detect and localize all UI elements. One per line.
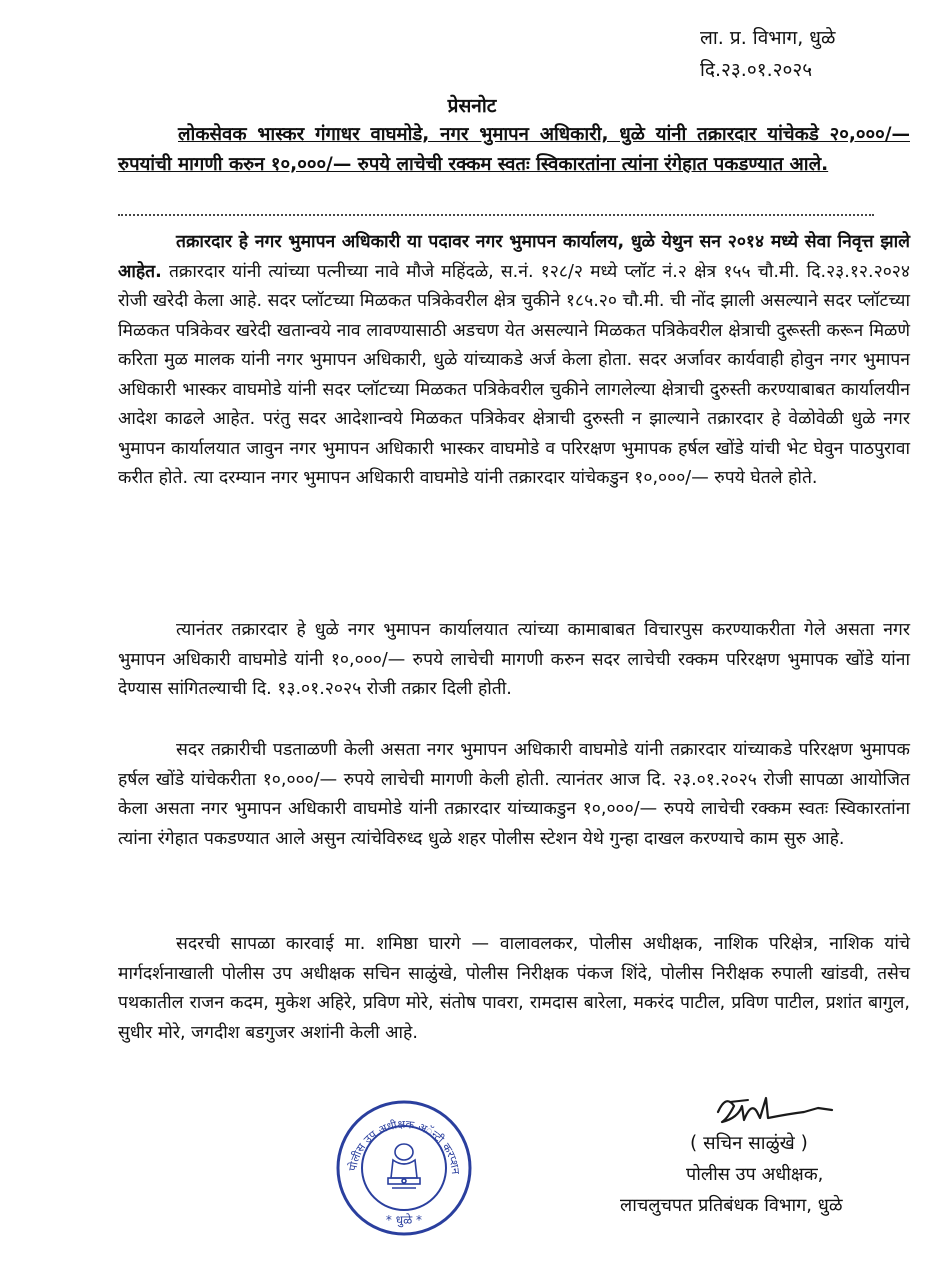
header-office: ला. प्र. विभाग, धुळे bbox=[700, 27, 836, 49]
paragraph-1-body: तक्रारदार यांनी त्यांच्या पत्नीच्या नावे मौजे महिंदळे, स.नं. १२८/२ मध्ये प्लॉट नं.२ क्षेत्र १५५ चौ.मी. दि.२३.१२.२०२४ रोजी खरेदी केला आहे. सदर प्लॉटच्या मिळकत पत्रिकेवरील क्षेत्र चुकीने १८५.२० चौ.मी. ची नोंद झाली असल्याने सदर प्लॉटच्या मिळकत पत्रिकेवर खरेदी खतान्वये नाव लावण्यासाठी अडचण येत असल्याने मिळकत पत्रिकेवरील क्षेत्राची दुरूस्ती करून मिळणे करिता मुळ मालक यांनी नगर भुमापन अधिकारी, धुळे यांच्याकडे अर्ज केला होता. सदर अर्जावर कार्यवाही होवुन नगर भुमापन अधिकारी भास्कर वाघमोडे यांनी सदर प्लॉटच्या मिळकत पत्रिकेवरील चुकीने लागलेल्या क्षेत्राची दुरुस्ती करण्याबाबत कार्यालयीन आदेश काढले आहेत. परंतु सदर आदेशान्वये मिळकत पत्रिकेवर क्षेत्राची दुरुस्ती न झाल्याने तक्रारदार हे वेळोवेळी धुळे नगर भुमापन कार्यालयात जावुन नगर भुमापन अधिकारी भास्कर वाघमोडे व परिरक्षण भुमापक हर्षल खोंडे यांची भेट घेवुन पाठपुरावा करीत होते. त्या दरम्यान नगर भुमापन अधिकारी वाघमोडे यांनी तक्रारदार यांचेकडुन १०,०००/— रुपये घेतले होते. bbox=[118, 261, 910, 488]
paragraph-4 bbox=[118, 930, 910, 1048]
page-title: प्रेसनोट bbox=[447, 95, 497, 117]
paragraph-1 bbox=[118, 228, 910, 494]
signer-designation: पोलीस उप अधीक्षक, bbox=[686, 1164, 824, 1185]
paragraph-4-body: सदरची सापळा कारवाई मा. शमिष्ठा घारगे — वालावलकर, पोलीस अधीक्षक, नाशिक परिक्षेत्र, नाशिक यांचे मार्गदर्शनाखाली पोलीस उप अधीक्षक सचिन साळुंखे, पोलीस निरीक्षक पंकज शिंदे, पोलीस निरीक्षक रुपाली खांडवी, तसेच पथकातील राजन कदम, मुकेश अहिरे, प्रविण मोरे, संतोष पावरा, रामदास बारेला, मकरंद पाटील, प्रविण पाटील, प्रशांत बागुल, सुधीर मोरे, जगदीश बडगुजर अशांनी केली आहे. bbox=[118, 934, 910, 1043]
paragraph-3 bbox=[118, 736, 910, 854]
handwritten-signature bbox=[708, 1088, 838, 1130]
subject-text: लोकसेवक भास्कर गंगाधर वाघमोडे, नगर भुमापन अधिकारी, धुळे यांनी तक्रारदार यांचेकडे २०,०००/— रुपयांची मागणी करुन १०,०००/— रुपये लाचेची रक्कम स्वतः स्विकारतांना त्यांना रंगेहात पकडण्यात आले. bbox=[118, 124, 910, 175]
paragraph-2 bbox=[118, 616, 910, 705]
seal-ring-text: पोलीस उप अधीक्षक अॅन्टी करप्शन bbox=[346, 1117, 463, 1175]
official-seal bbox=[334, 1098, 474, 1238]
paragraph-1-lead: तक्रारदार हे नगर भुमापन अधिकारी या पदावर नगर भुमापन कार्यालय, धुळे येथुन सन २०१४ मध्ये सेवा निवृत्त झाले आहेत. bbox=[118, 232, 910, 282]
paragraph-2-body: त्यानंतर तक्रारदार हे धुळे नगर भुमापन कार्यालयात त्यांच्या कामाबाबत विचारपुस करण्याकरीता गेले असता नगर भुमापन अधिकारी वाघमोडे यांनी १०,०००/— रुपये लाचेची मागणी करुन सदर लाचेची रक्कम परिरक्षण भुमापक खोंडे यांना देण्यास सांगितल्याची दि. १३.०१.२०२५ रोजी तक्रार दिली होती. bbox=[118, 620, 910, 699]
signer-office: लाचलुचपत प्रतिबंधक विभाग, धुळे bbox=[620, 1195, 843, 1216]
seal-bottom-text: * धुळे * bbox=[385, 1213, 423, 1227]
dotted-divider bbox=[118, 214, 874, 216]
paragraph-3-body: सदर तक्रारीची पडताळणी केली असता नगर भुमापन अधिकारी वाघमोडे यांनी तक्रारदार यांच्याकडे परिरक्षण भुमापक हर्षल खोंडे यांचेकरीता १०,०००/— रुपये लाचेची मागणी केली होती. त्यानंतर आज दि. २३.०१.२०२५ रोजी सापळा आयोजित केला असता नगर भुमापन अधिकारी वाघमोडे यांनी तक्रारदार यांच्याकडुन १०,०००/— रुपये लाचेची रक्कम स्वतः स्विकारतांना त्यांना रंगेहात पकडण्यात आले असुन त्यांचेविरुध्द धुळे शहर पोलीस स्टेशन येथे गुन्हा दाखल करण्याचे काम सुरु आहे. bbox=[118, 740, 910, 849]
emblem-icon bbox=[388, 1144, 420, 1188]
header-date: दि.२३.०१.२०२५ bbox=[700, 59, 813, 81]
subject-heading bbox=[118, 120, 910, 179]
signer-name: ( सचिन साळुंखे ) bbox=[690, 1133, 808, 1154]
